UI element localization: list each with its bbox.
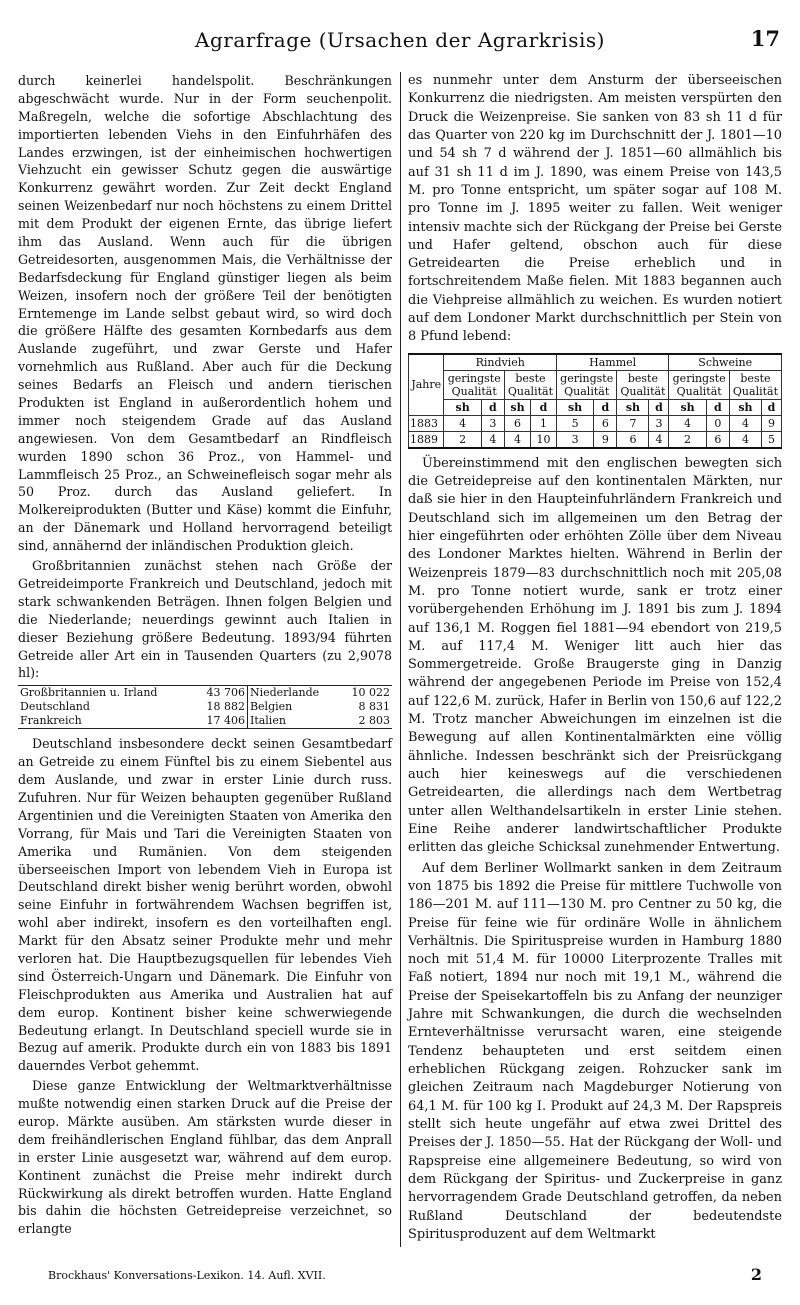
quality-header: beste Qualität: [617, 370, 669, 399]
import-value: 8 831: [358, 700, 390, 714]
running-head: Agrarfrage (Ursachen der Agrarkrisis): [195, 28, 605, 52]
quality-header: geringste Qualität: [444, 370, 505, 399]
price-cell: 4: [649, 431, 669, 448]
price-cell: 3: [649, 415, 669, 431]
price-table: [408, 353, 782, 449]
import-value: 17 406: [194, 714, 247, 729]
paragraph: Diese ganze Entwicklung der Weltmarktverhältnisse mußte notwendig einen starken Druck auf die Preise der europ. Märkte ausüben. Am stärksten wurde dieser in dem freihändlerischen England fühlbar, das dem Anprall in erster Linie ausgesetzt war, während auf dem europ. Kontinent zunächst die Preise mehr indirekt durch Rückwirkung als direkt betroffen wurden. Hatte England bis dahin die höchsten Getreidepreise verzeichnet, so erlangte: [18, 1078, 392, 1237]
unit-header: d: [481, 399, 504, 415]
table-row: [409, 415, 782, 431]
price-cell: 2: [669, 431, 706, 448]
quality-header: geringste Qualität: [669, 370, 730, 399]
price-cell: 1: [531, 415, 557, 431]
paragraph: durch keinerlei handelspolit. Beschränkungen abgeschwächt wurde. Nur in der Form seuchenpolit. Maßregeln, welche die sofortige Abschlachtung des importierten lebenden Viehs in den Einfuhrhäfen des Landes erzwingen, ist der einheimischen hochwertigen Viehzucht ein gewisser Schutz gegen die auswärtige Konkurrenz gewährt worden. Zur Zeit deckt England seinen Weizenbedarf nur noch höchstens zu einem Drittel mit dem Produkt der eigenen Ernte, das übrige liefert ihm das Ausland. Wenn auch für die übrigen Getreidesorten, ausgenommen Mais, die Verhältnisse der Bedarfsdeckung für England günstiger liegen als beim Weizen, insofern noch der größere Teil der benötigten Erntemenge im Lande selbst gebaut wird, so wird doch die größere Hälfte des gesamten Kornbedarfs aus dem Auslande zugeführt, und zwar Gerste und Hafer vornehmlich aus Rußland. Aber auch für die Deckung seines Bedarfs an Fleisch und andern tierischen Produkten ist England in außerordentlich hohem und immer noch steigendem Grade auf das Ausland angewiesen. Von dem Gesamtbedarf an Rindfleisch wurden 1890 schon 36 Proz., von Hammel- und Lammfleisch 25 Proz., an Schweinefleisch sogar mehr als 50 Proz. durch das Ausland geliefert. In Molkereiprodukten (Butter und Käse) kommt die Einfuhr, an der Dänemark und Holland hervorragend beteiligt sind, annähernd der inländischen Produktion gleich.: [18, 73, 392, 554]
table-row: [409, 431, 782, 448]
import-country: Frankreich: [18, 714, 194, 729]
price-cell: 4: [481, 431, 504, 448]
page-number: 17: [750, 26, 780, 51]
import-country: Niederlande: [247, 686, 339, 701]
price-cell: 9: [761, 415, 781, 431]
price-cell: 5: [761, 431, 781, 448]
quality-header: beste Qualität: [729, 370, 781, 399]
price-cell: 3: [556, 431, 593, 448]
unit-header: d: [531, 399, 557, 415]
price-cell: 9: [594, 431, 617, 448]
price-cell: 6: [617, 431, 649, 448]
price-cell: 4: [729, 431, 761, 448]
import-value: 43 706: [194, 686, 247, 701]
source-line: Brockhaus' Konversations-Lexikon. 14. Aufl. XVII.: [48, 1269, 326, 1282]
year-cell: 1883: [409, 415, 444, 431]
unit-row: [409, 399, 782, 415]
price-cell: 10: [531, 431, 557, 448]
unit-header: d: [761, 399, 781, 415]
import-table: [18, 685, 392, 729]
unit-header: sh: [617, 399, 649, 415]
unit-header: d: [706, 399, 729, 415]
price-cell: 6: [594, 415, 617, 431]
price-cell: 4: [444, 415, 481, 431]
paragraph: Großbritannien zunächst stehen nach Größe der Getreideimporte Frankreich und Deutschland, jedoch mit stark schwankenden Beträgen. Ihnen folgen Belgien und die Niederlande; neuerdings gewinnt auch Italien in dieser Beziehung größere Bedeutung. 1893/94 führten Getreide aller Art ein in Tausenden Quarters (zu 2,9078 hl):: [18, 558, 392, 681]
price-cell: 0: [706, 415, 729, 431]
quality-header: beste Qualität: [504, 370, 556, 399]
group-header: Schweine: [669, 354, 782, 371]
price-cell: 2: [444, 431, 481, 448]
price-cell: 6: [504, 415, 530, 431]
right-column: [408, 72, 782, 1246]
import-value: 18 882: [206, 700, 245, 714]
unit-header: sh: [556, 399, 593, 415]
year-cell: 1889: [409, 431, 444, 448]
import-value: 10 022: [339, 686, 392, 701]
signature-mark: 2: [750, 1265, 762, 1284]
import-country: Großbritannien u. Irland: [18, 686, 194, 701]
quality-header: geringste Qualität: [556, 370, 617, 399]
text-columns: [18, 72, 782, 1247]
paragraph: Übereinstimmend mit den englischen bewegten sich die Getreidepreise auf den kontinentalen Märkten, nur daß sie hier in den Haupteinfuhrländern Frankreich und Deutschland sich im allgemeinen um den Betrag der hier eingeführten oder erhöhten Zölle über dem Niveau des Londoner Marktes hielten. Während in Berlin der Weizenpreis 1879—83 durchschnittlich noch mit 205,08 M. pro Tonne notiert wurde, sank er trotz einer vorübergehenden Erhöhung im J. 1891 bis zum J. 1894 auf 136,1 M. Roggen fiel 1881—94 ebendort von 219,5 M. auf 117,4 M. Weniger litt auch hier das Sommergetreide. Große Braugerste ging in Danzig während der angegebenen Periode im Preise von 152,4 auf 122,6 M. zurück, Hafer in Berlin von 150,6 auf 122,2 M. Trotz mancher Abweichungen im einzelnen ist die Bewegung auf allen Kontinentalmärkten eine völlig ähnliche. Indessen beschränkt sich der Preisrückgang auch hier keineswegs auf die verschiedenen Getreidearten, die allerdings nach dem Wertbetrag unter allen Welthandelsartikeln in erster Linie stehen. Eine Reihe anderer landwirtschaftlicher Produkte erlitten das gleiche Schicksal zunehmender Entwertung.: [408, 455, 782, 856]
unit-header: d: [649, 399, 669, 415]
year-header: Jahre: [409, 354, 444, 416]
price-cell: 7: [617, 415, 649, 431]
group-header: Hammel: [556, 354, 668, 371]
price-cell: 4: [669, 415, 706, 431]
import-country: Italien: [247, 714, 339, 729]
paragraph: Auf dem Berliner Wollmarkt sanken in dem Zeitraum von 1875 bis 1892 die Preise für mittlere Tuchwolle von 186—201 M. auf 111—130 M. pro Centner zu 50 kg, die Preise für feine wie für ordinäre Wolle in ähnlichem Verhältnis. Die Spirituspreise wurden in Hamburg 1880 noch mit 51,4 M. für 10000 Literprozente Tralles mit Faß notiert, 1894 nur noch mit 19,1 M., während die Preise der Speisekartoffeln bis zu Anfang der neunziger Jahre mit Schwankungen, die durch die wechselnden Ernteverhältnisse verursacht waren, eine steigende Tendenz behaupteten und erst seitdem einen erheblichen Rückgang zeigen. Rohzucker sank im gleichen Zeitraum nach Magdeburger Notierung von 64,1 M. für 100 kg I. Produkt auf 24,3 M. Der Rapspreis stellt sich heute ungefähr auf etwa zwei Drittel des Preises der J. 1850—55. Hat der Rückgang der Woll- und Rapspreise eine allgemeinere Bedeutung, so wird von dem Rückgang der Spiritus- und Zuckerpreise in ganz hervorragendem Grade Deutschland getroffen, da neben Rußland Deutschland der bedeutendste Spiritusproduzent auf dem Weltmarkt: [408, 860, 782, 1242]
price-cell: 5: [556, 415, 593, 431]
page-footer: [18, 1265, 782, 1289]
paragraph: Deutschland insbesondere deckt seinen Gesamtbedarf an Getreide zu einem Fünftel bis zu einem Siebentel aus dem Auslande, und zwar in erster Linie durch russ. Zufuhren. Nur für Weizen behaupten gegenüber Rußland Argentinien und die Vereinigten Staaten von Amerika den Vorrang, für Mais und Tari die Vereinigten Staaten von Amerika und Rumänien. Von dem steigenden überseeischen Import von lebendem Vieh in Europa ist Deutschland direkt bisher wenig berührt worden, obwohl seine Einfuhr in fortwährendem Wachsen begriffen ist, wohl aber indirekt, insofern es den vorteilhaften engl. Markt für den Absatz seiner Produkte mehr und mehr verloren hat. Die Hauptbezugsquellen für lebendes Vieh sind Österreich-Ungarn und Dänemark. Die Einfuhr von Fleischprodukten aus Amerika und Australien hat auf dem europ. Kontinent bisher keine schwerwiegende Bedeutung erlangt. In Deutschland speciell wurde sie in Bezug auf amerik. Produkte durch ein von 1883 bis 1891 dauerndes Verbot gehemmt.: [18, 736, 392, 1074]
unit-header: sh: [444, 399, 481, 415]
price-cell: 6: [706, 431, 729, 448]
price-cell: 4: [504, 431, 530, 448]
price-cell: 4: [729, 415, 761, 431]
unit-header: sh: [504, 399, 530, 415]
unit-header: sh: [729, 399, 761, 415]
unit-header: sh: [669, 399, 706, 415]
document-page: [18, 22, 782, 1292]
paragraph: es nunmehr unter dem Ansturm der überseeischen Konkurrenz die niedrigsten. Am meisten verspürten den Druck die Weizenpreise. Sie sanken von 83 sh 11 d für das Quarter von 220 kg im Durchschnitt der J. 1801—10 und 54 sh 7 d während der J. 1851—60 allmählich bis auf 31 sh 11 d im J. 1890, was einem Preise von 143,5 M. pro Tonne entspricht, um später sogar auf 108 M. pro Tonne im J. 1895 weiter zu fallen. Weit weniger intensiv machte sich der Rückgang der Preise bei Gerste und Hafer geltend, obschon auch für diese Getreidearten die Preise erheblich und in fortschreitendem Maße fielen. Mit 1883 begannen auch die Viehpreise allmählich zu weichen. Es wurden notiert auf dem Londoner Markt durchschnittlich per Stein von 8 Pfund lebend:: [408, 73, 782, 345]
group-header: Rindvieh: [444, 354, 556, 371]
left-column: [18, 72, 392, 1240]
import-country: Deutschland: [20, 700, 90, 714]
import-value: 2 803: [339, 714, 392, 729]
price-cell: 3: [481, 415, 504, 431]
unit-header: d: [594, 399, 617, 415]
import-country: Belgien: [247, 700, 339, 714]
page-header: [18, 22, 782, 62]
